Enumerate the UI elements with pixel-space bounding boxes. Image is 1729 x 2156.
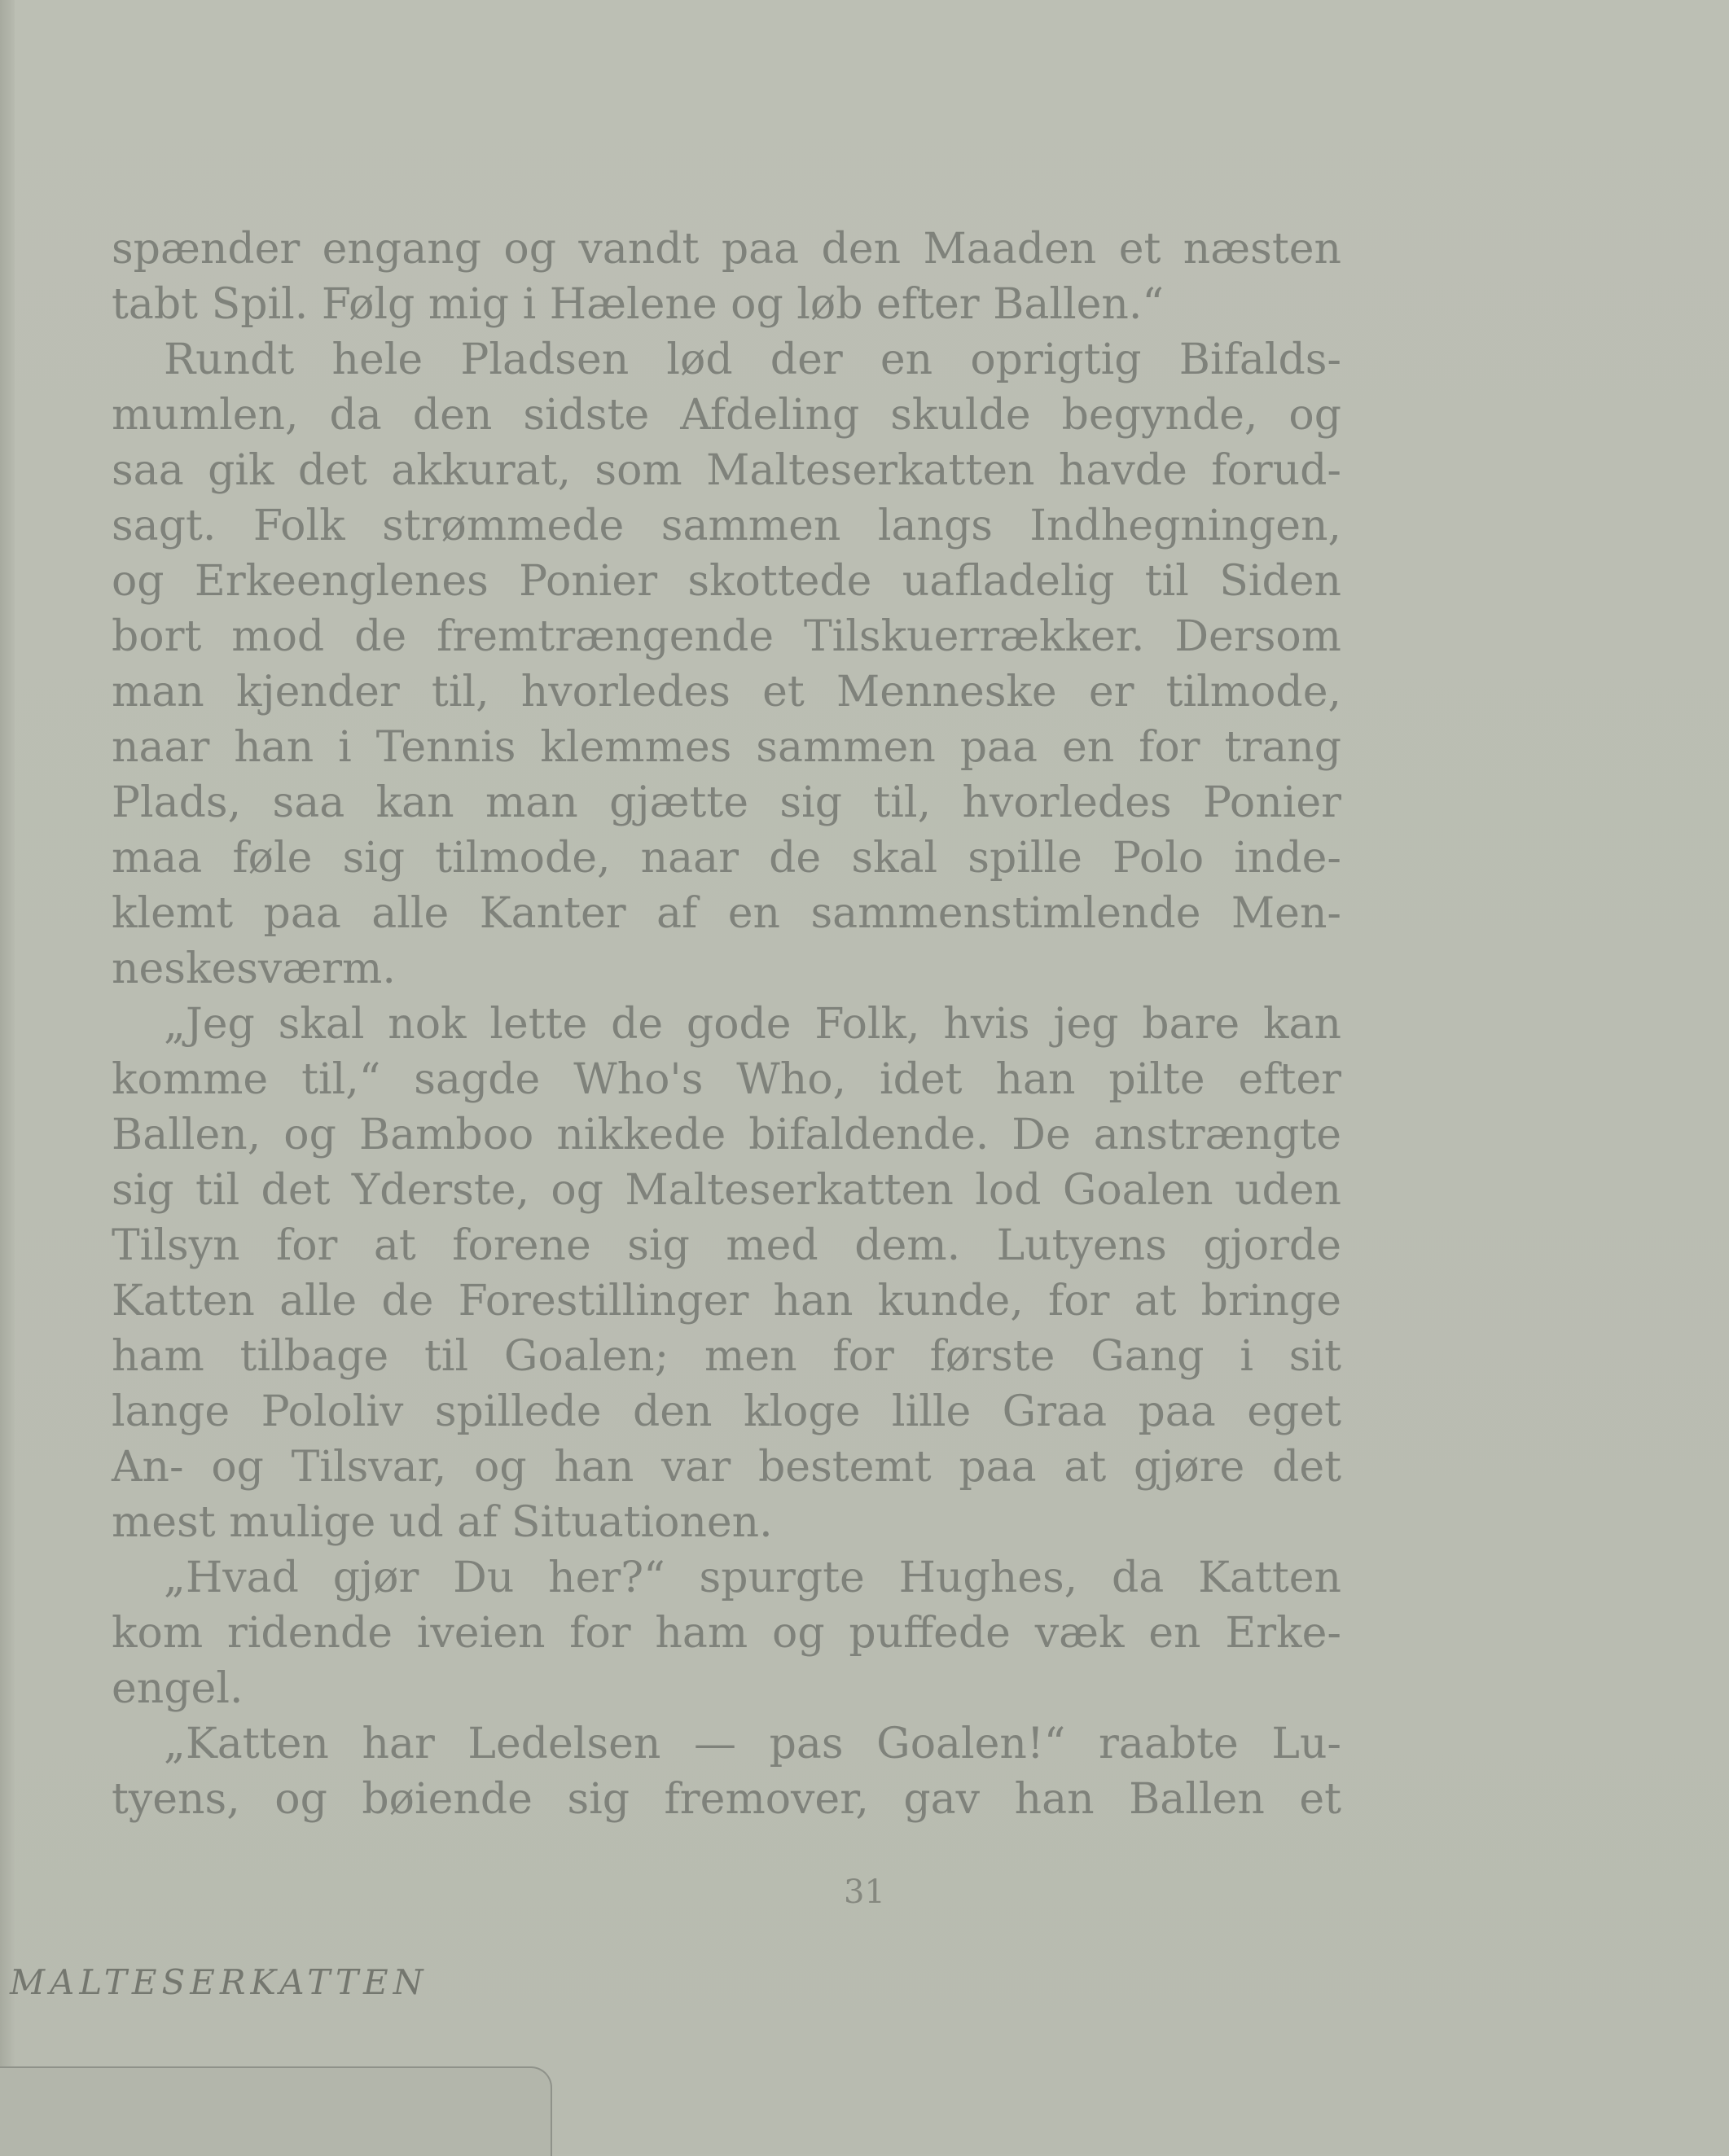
page-number: 31 bbox=[844, 1873, 885, 1911]
page-gutter-edge bbox=[0, 0, 15, 2154]
text-line: „Hvad gjør Du her?“ spurgte Hughes, da Katten bbox=[164, 1553, 1341, 1602]
text-line: man kjender til, hvorledes et Menneske er tilmode, bbox=[112, 668, 1341, 716]
text-line: kom ridende iveien for ham og puffede væk en Erke- bbox=[112, 1609, 1341, 1658]
text-line: ham tilbage til Goalen; men for første Gang i sit bbox=[112, 1332, 1341, 1381]
text-line: bort mod de fremtrængende Tilskuerrækker. Dersom bbox=[112, 612, 1341, 661]
text-line: lange Pololiv spillede den kloge lille Graa paa eget bbox=[112, 1387, 1341, 1436]
text-line: tyens, og bøiende sig fremover, gav han Ballen et bbox=[112, 1775, 1341, 1824]
body-text bbox=[112, 221, 1341, 1827]
text-line: Ballen, og Bamboo nikkede bifaldende. De anstrængte bbox=[112, 1111, 1341, 1159]
text-line: Rundt hele Pladsen lød der en oprigtig Bifalds- bbox=[164, 335, 1341, 384]
text-line: sagt. Folk strømmede sammen langs Indhegningen, bbox=[112, 502, 1341, 550]
text-line: „Katten har Ledelsen — pas Goalen!“ raabte Lu- bbox=[164, 1720, 1341, 1768]
text-line: Plads, saa kan man gjætte sig til, hvorledes Ponier bbox=[112, 778, 1341, 827]
text-line: mumlen, da den sidste Afdeling skulde begynde, og bbox=[112, 391, 1341, 440]
text-line: Katten alle de Forestillinger han kunde, for at bringe bbox=[112, 1277, 1341, 1326]
text-line: tabt Spil. Følg mig i Hælene og løb efter Ballen.“ bbox=[112, 280, 1164, 329]
text-line: og Erkeenglenes Ponier skottede uafladelig til Siden bbox=[112, 557, 1341, 606]
text-line: spænder engang og vandt paa den Maaden et næsten bbox=[112, 225, 1341, 274]
text-line: komme til,“ sagde Who's Who, idet han pilte efter bbox=[112, 1055, 1341, 1104]
text-line: Tilsyn for at forene sig med dem. Lutyens gjorde bbox=[112, 1221, 1341, 1270]
paper-slip bbox=[0, 2066, 552, 2156]
text-line: maa føle sig tilmode, naar de skal spille Polo inde- bbox=[112, 834, 1341, 883]
text-line: naar han i Tennis klemmes sammen paa en for trang bbox=[112, 723, 1341, 772]
text-line: klemt paa alle Kanter af en sammenstimlende Men- bbox=[112, 889, 1341, 938]
text-line: mest mulige ud af Situationen. bbox=[112, 1498, 773, 1547]
text-line: engel. bbox=[112, 1664, 244, 1713]
text-line: sig til det Yderste, og Malteserkatten lod Goalen uden bbox=[112, 1166, 1341, 1215]
running-title: MALTESERKATTEN bbox=[10, 1962, 428, 2002]
text-line: „Jeg skal nok lette de gode Folk, hvis jeg bare kan bbox=[164, 1000, 1341, 1049]
text-line: An- og Tilsvar, og han var bestemt paa at gjøre det bbox=[112, 1443, 1341, 1492]
text-line: neskesværm. bbox=[112, 944, 396, 993]
text-line: saa gik det akkurat, som Malteserkatten havde forud- bbox=[112, 446, 1341, 495]
